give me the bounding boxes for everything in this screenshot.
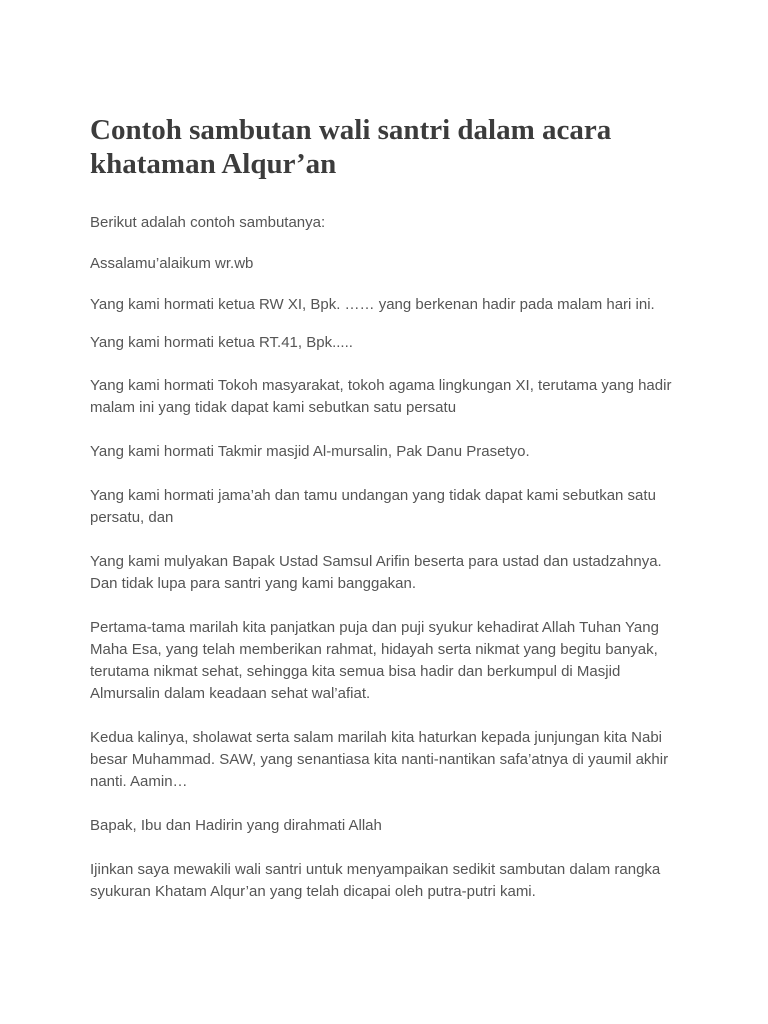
paragraph-jamaah: Yang kami hormati jama’ah dan tamu undangan yang tidak dapat kami sebutkan satu persatu, dan	[90, 487, 656, 526]
paragraph-takmir: Yang kami hormati Takmir masjid Al-mursalin, Pak Danu Prasetyo.	[90, 443, 530, 460]
paragraph-pertama: Pertama-tama marilah kita panjatkan puja dan puji syukur kehadirat Allah Tuhan Yang Maha Esa, yang telah memberikan rahmat, hidayah serta nikmat yang begitu banyak, terutama nikmat sehat, sehingga kita semua bisa hadir dan berkumpul di Masjid Almursalin dalam keadaan sehat wal’afiat.	[90, 619, 659, 702]
paragraph-greeting: Assalamu’alaikum wr.wb	[90, 255, 254, 272]
paragraph-ijinkan: Ijinkan saya mewakili wali santri untuk menyampaikan sedikit sambutan dalam rangka syukuran Khatam Alqur’an yang telah dicapai oleh putra-putri kami.	[90, 861, 661, 900]
paragraph-hadirin: Bapak, Ibu dan Hadirin yang dirahmati Allah	[90, 817, 382, 834]
document-page	[90, 113, 690, 903]
paragraph-kedua: Kedua kalinya, sholawat serta salam marilah kita haturkan kepada junjungan kita Nabi besar Muhammad. SAW, yang senantiasa kita nanti-nantikan safa’atnya di yaumil akhir nanti. Aamin…	[90, 729, 669, 790]
paragraph-rt: Yang kami hormati ketua RT.41, Bpk.....	[90, 334, 353, 351]
paragraph-rw: Yang kami hormati ketua RW XI, Bpk. …… yang berkenan hadir pada malam hari ini.	[90, 296, 655, 313]
document-title: Contoh sambutan wali santri dalam acara khataman Alqur’an	[90, 114, 612, 180]
paragraph-ustad: Yang kami mulyakan Bapak Ustad Samsul Arifin beserta para ustad dan ustadzahnya. Dan tidak lupa para santri yang kami banggakan.	[90, 553, 662, 592]
paragraph-tokoh: Yang kami hormati Tokoh masyarakat, tokoh agama lingkungan XI, terutama yang hadir malam ini yang tidak dapat kami sebutkan satu persatu	[90, 377, 672, 416]
paragraph-intro: Berikut adalah contoh sambutanya:	[90, 214, 326, 231]
